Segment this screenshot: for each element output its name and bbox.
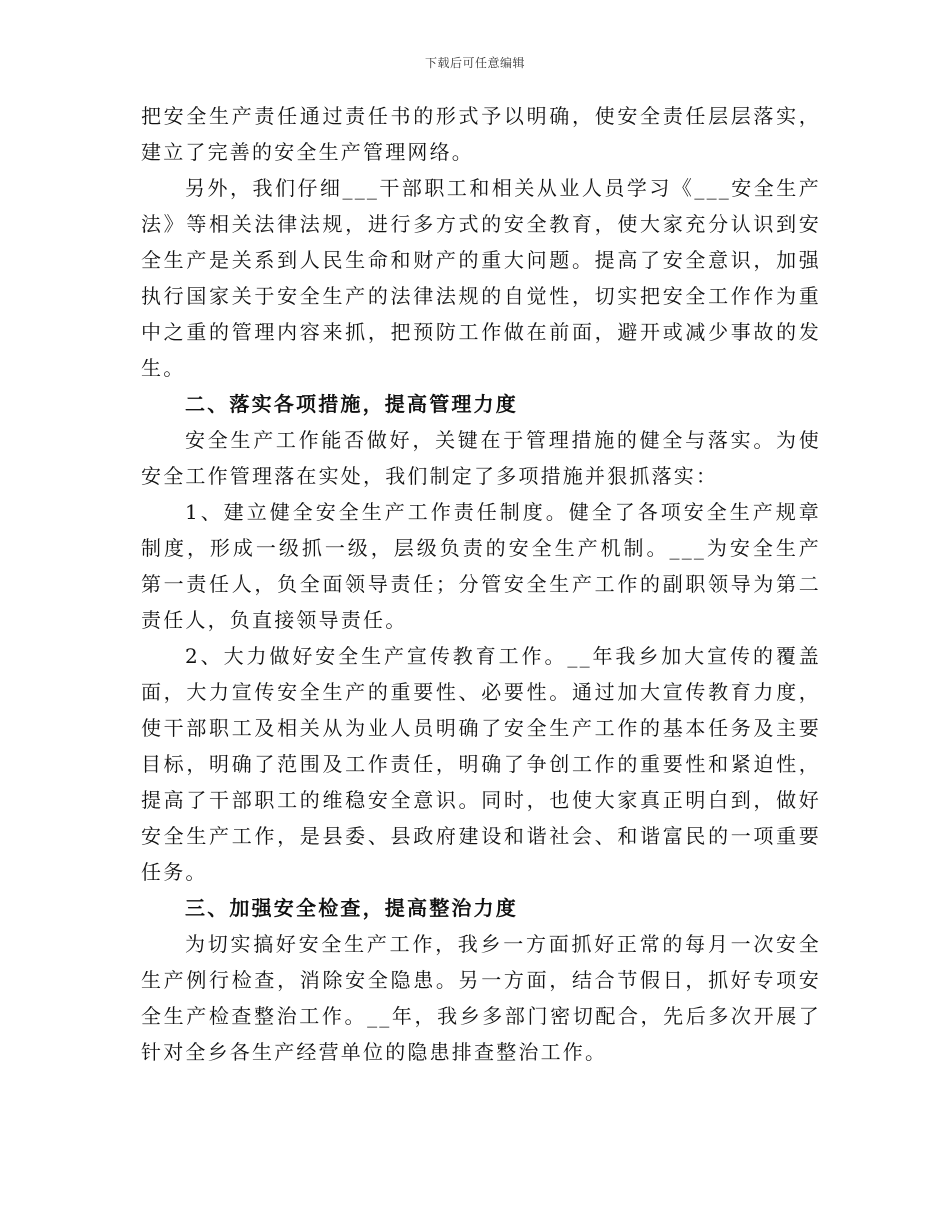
section-heading-inspection: 三、加强安全检查，提高整治力度 <box>185 896 518 920</box>
document-body <box>141 98 821 1070</box>
paragraph-publicity-education: 2、大力做好安全生产宣传教育工作。__年我乡加大宣传的覆盖面，大力宣传安全生产的重要性、必要性。通过加大宣传教育力度，使干部职工及相关从为业人员明确了安全生产工作的基本任务及主要目标，明确了范围及工作责任，明确了争创工作的重要性和紧迫性，提高了干部职工的维稳安全意识。同时，也使大家真正明白到，做好安全生产工作，是县委、县政府建设和谐社会、和谐富民的一项重要任务。 <box>141 644 821 884</box>
paragraph-law-education: 另外，我们仔细___干部职工和相关从业人员学习《___安全生产法》等相关法律法规，进行多方式的安全教育，使大家充分认识到安全生产是关系到人民生命和财产的重大问题。提高了安全意识，加强执行国家关于安全生产的法律法规的自觉性，切实把安全工作作为重中之重的管理内容来抓，把预防工作做在前面，避开或减少事故的发生。 <box>141 176 821 380</box>
paragraph-inspection: 为切实搞好安全生产工作，我乡一方面抓好正常的每月一次安全生产例行检查，消除安全隐患。另一方面，结合节假日，抓好专项安全生产检查整治工作。__年，我乡多部门密切配合，先后多次开展了针对全乡各生产经营单位的隐患排查整治工作。 <box>141 932 821 1064</box>
section-heading-measures: 二、落实各项措施，提高管理力度 <box>185 392 518 416</box>
paragraph-responsibility: 把安全生产责任通过责任书的形式予以明确，使安全责任层层落实，建立了完善的安全生产管理网络。 <box>141 104 821 164</box>
paragraph-measures-intro: 安全生产工作能否做好，关键在于管理措施的健全与落实。为使安全工作管理落在实处，我们制定了多项措施并狠抓落实： <box>141 428 821 488</box>
page-header: 下载后可任意编辑 <box>424 56 525 70</box>
paragraph-responsibility-system: 1、建立健全安全生产工作责任制度。健全了各项安全生产规章制度，形成一级抓一级，层级负责的安全生产机制。___为安全生产第一责任人，负全面领导责任；分管安全生产工作的副职领导为第二责任人，负直接领导责任。 <box>141 500 821 632</box>
